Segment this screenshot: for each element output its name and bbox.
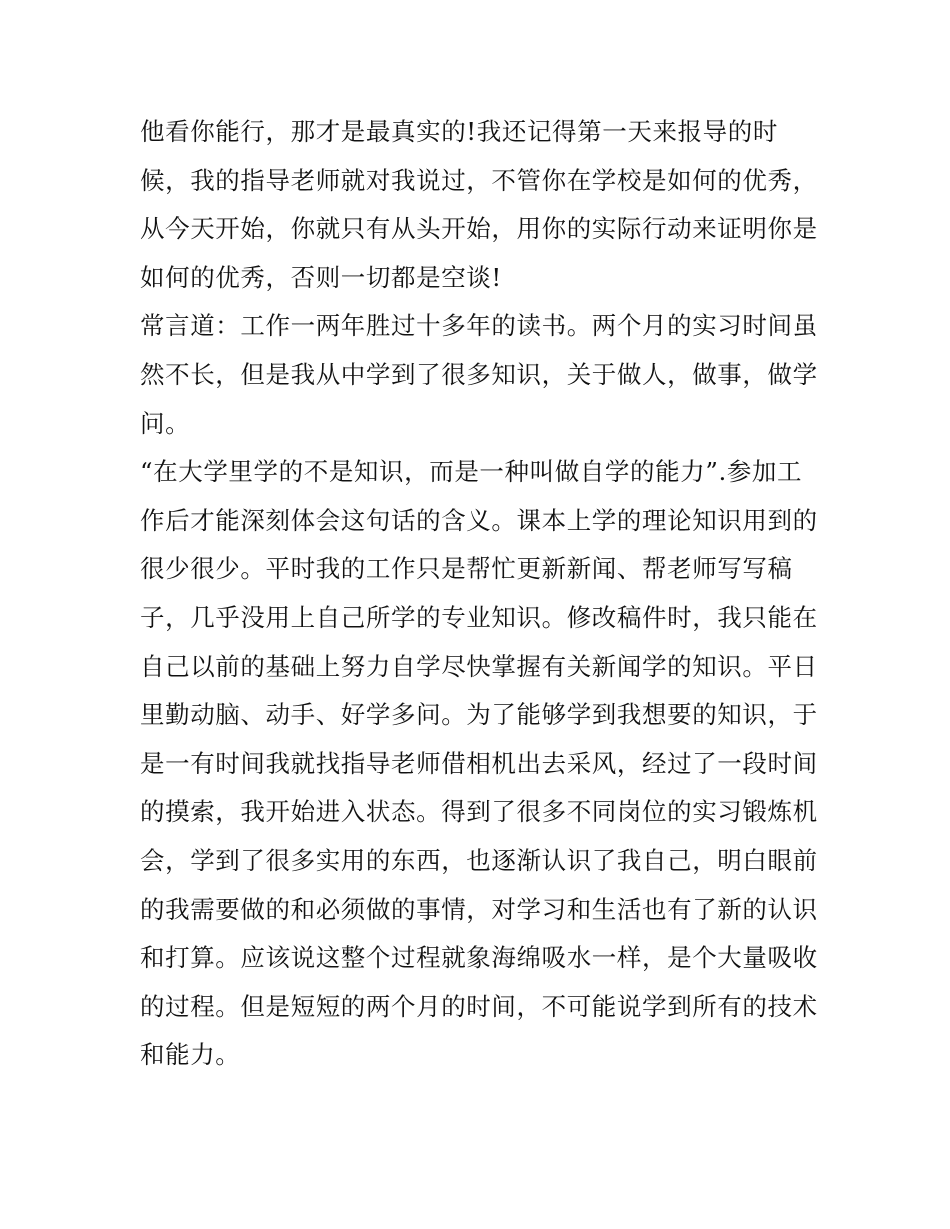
text-line: 会，学到了很多实用的东西，也逐渐认识了我自己，明白眼前 <box>140 845 818 875</box>
text-line: 的过程。但是短短的两个月的时间，不可能说学到所有的技术 <box>140 991 818 1021</box>
text-line: 如何的优秀，否则一切都是空谈! <box>140 262 502 292</box>
text-line: 和打算。应该说这整个过程就象海绵吸水一样，是个大量吸收 <box>140 943 818 973</box>
text-line: 和能力。 <box>140 1040 241 1070</box>
text-line: 里勤动脑、动手、好学多问。为了能够学到我想要的知识，于 <box>140 700 818 730</box>
text-line: 然不长，但是我从中学到了很多知识，关于做人，做事，做学 <box>140 359 818 389</box>
text-line: “在大学里学的不是知识，而是一种叫做自学的能力”.参加工 <box>140 457 803 487</box>
text-line: 常言道：工作一两年胜过十多年的读书。两个月的实习时间虽 <box>140 311 818 341</box>
text-line: 子，几乎没用上自己所学的专业知识。修改稿件时，我只能在 <box>140 602 818 632</box>
text-line: 自己以前的基础上努力自学尽快掌握有关新闻学的知识。平日 <box>140 651 818 681</box>
text-line: 从今天开始，你就只有从头开始，用你的实际行动来证明你是 <box>140 214 818 244</box>
text-line: 问。 <box>140 408 191 438</box>
text-line: 的我需要做的和必须做的事情，对学习和生活也有了新的认识 <box>140 894 818 924</box>
text-line: 作后才能深刻体会这句话的含义。课本上学的理论知识用到的 <box>140 505 818 535</box>
text-line: 他看你能行，那才是最真实的!我还记得第一天来报导的时 <box>140 117 778 146</box>
body-text <box>140 108 820 1080</box>
text-line: 候，我的指导老师就对我说过，不管你在学校是如何的优秀， <box>140 165 818 195</box>
text-line: 的摸索，我开始进入状态。得到了很多不同岗位的实习锻炼机 <box>140 797 818 827</box>
text-line: 很少很少。平时我的工作只是帮忙更新新闻、帮老师写写稿 <box>140 554 793 584</box>
text-line: 是一有时间我就找指导老师借相机出去采风，经过了一段时间 <box>140 748 818 778</box>
